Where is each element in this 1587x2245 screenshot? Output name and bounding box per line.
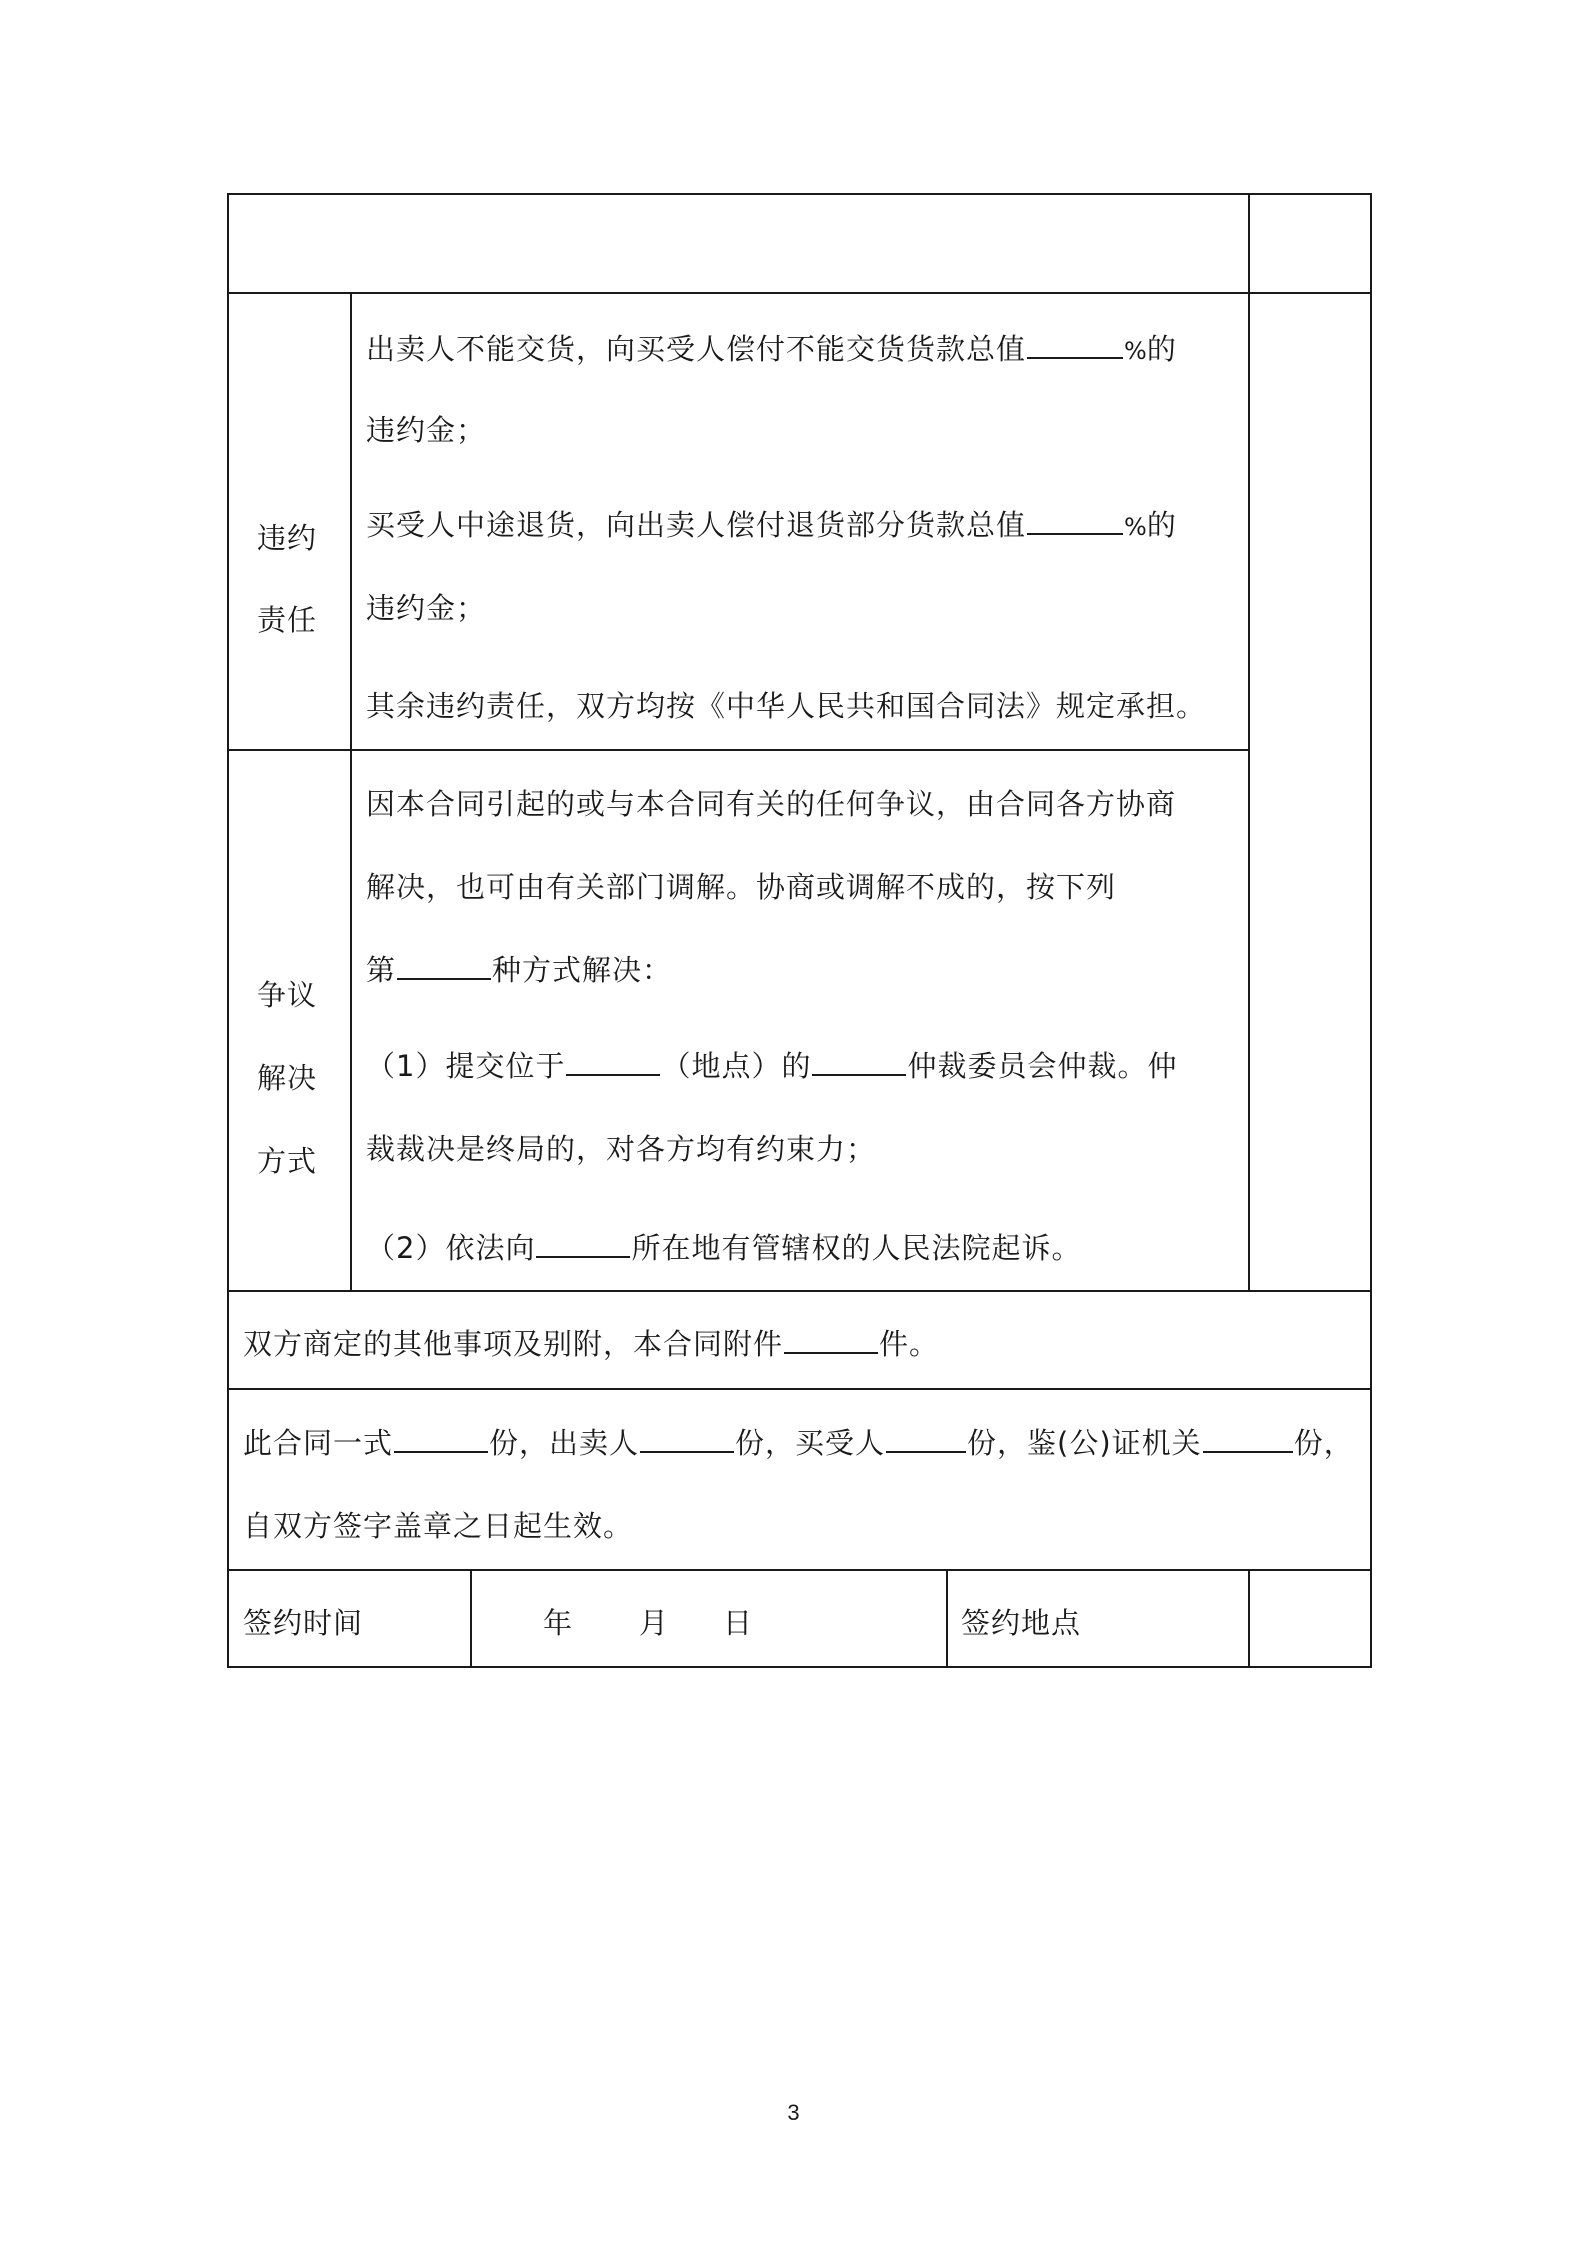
dispute-method-prefix: 第 [366, 953, 397, 987]
other-matters-text [243, 1324, 939, 1364]
row-divider-3 [227, 1290, 1372, 1292]
row-divider-5 [227, 1569, 1372, 1571]
table-border-bottom [227, 1666, 1372, 1668]
copies-text-d: 份，鉴(公)证机关 [967, 1426, 1202, 1460]
dispute-label-line1: 争议 [257, 978, 318, 1012]
right-column-divider [1248, 193, 1250, 1292]
dispute-label-line2: 解决 [257, 1061, 318, 1095]
breach-clause-2-cont: 违约金； [366, 591, 487, 625]
breach-clause-1-suffix: 的 [1146, 332, 1177, 366]
buyer-copies-blank[interactable] [886, 1425, 966, 1453]
dispute-text-line3 [366, 950, 672, 990]
breach-label-line2: 责任 [257, 603, 318, 637]
dispute-method-blank[interactable] [397, 952, 491, 980]
option-1-text-b: （地点）的 [661, 1049, 812, 1083]
copies-text-c: 份，买受人 [735, 1426, 886, 1460]
signing-place-label: 签约地点 [961, 1606, 1082, 1640]
signing-month-label: 月 [639, 1606, 670, 1640]
seller-copies-blank[interactable] [640, 1425, 734, 1453]
option-2-text-a: （2）依法向 [366, 1231, 536, 1265]
court-location-blank[interactable] [536, 1230, 630, 1258]
signing-divider-2 [946, 1569, 948, 1668]
row-divider-4 [227, 1388, 1372, 1390]
attachment-count-blank[interactable] [784, 1326, 878, 1354]
dispute-text-line1: 因本合同引起的或与本合同有关的任何争议，由合同各方协商 [366, 787, 1177, 821]
table-border-right [1370, 193, 1372, 1668]
penalty-percent-blank-1[interactable] [1027, 331, 1123, 359]
signing-divider-3 [1248, 1569, 1250, 1668]
notary-copies-blank[interactable] [1203, 1425, 1293, 1453]
arbitration-location-blank[interactable] [566, 1048, 660, 1076]
arbitration-commission-blank[interactable] [812, 1048, 906, 1076]
breach-clause-2-text: 买受人中途退货，向出卖人偿付退货部分货款总值 [366, 508, 1027, 542]
option-1-text-c: 仲裁委员会仲裁。仲 [907, 1049, 1178, 1083]
option-1-text-a: （1）提交位于 [366, 1049, 566, 1083]
breach-clause-3: 其余违约责任，双方均按《中华人民共和国合同法》规定承担。 [366, 689, 1207, 723]
signing-divider-1 [470, 1569, 472, 1668]
percent-sign: % [1124, 337, 1147, 365]
signing-year-label: 年 [543, 1606, 574, 1640]
copies-text-e: 份， [1293, 1426, 1354, 1460]
option-2-text-b: 所在地有管辖权的人民法院起诉。 [631, 1231, 1082, 1265]
copies-text-a: 此合同一式 [243, 1426, 394, 1460]
copies-line1 [243, 1423, 1354, 1463]
breach-clause-1-cont: 违约金； [366, 413, 487, 447]
row-divider-1 [227, 292, 1372, 294]
dispute-text-line2: 解决，也可由有关部门调解。协商或调解不成的，按下列 [366, 870, 1117, 904]
breach-clause-1-text: 出卖人不能交货，向买受人偿付不能交货货款总值 [366, 332, 1027, 366]
dispute-option-1 [366, 1046, 1177, 1086]
signing-day-label: 日 [723, 1606, 754, 1640]
other-matters-suffix: 件。 [879, 1327, 940, 1361]
copies-line2: 自双方签字盖章之日起生效。 [243, 1509, 634, 1543]
penalty-percent-blank-2[interactable] [1027, 507, 1123, 535]
dispute-option-1-cont: 裁裁决是终局的，对各方均有约束力； [366, 1132, 877, 1166]
other-matters-prefix: 双方商定的其他事项及别附，本合同附件 [243, 1327, 784, 1361]
page-number: 3 [787, 2100, 800, 2125]
table-border-left [227, 193, 229, 1668]
dispute-label-line3: 方式 [257, 1144, 318, 1178]
breach-clause-2-suffix: 的 [1146, 508, 1177, 542]
dispute-option-2 [366, 1228, 1081, 1268]
signing-time-label: 签约时间 [243, 1606, 364, 1640]
label-column-divider [350, 292, 352, 1291]
breach-label-line1: 违约 [257, 521, 318, 555]
copies-text-b: 份，出卖人 [489, 1426, 640, 1460]
total-copies-blank[interactable] [394, 1425, 488, 1453]
percent-sign: % [1124, 513, 1147, 541]
breach-clause-1 [366, 329, 1177, 371]
table-border-top [227, 193, 1372, 195]
dispute-method-suffix: 种方式解决： [492, 953, 673, 987]
row-divider-2 [227, 749, 1250, 751]
breach-clause-2 [366, 505, 1177, 547]
